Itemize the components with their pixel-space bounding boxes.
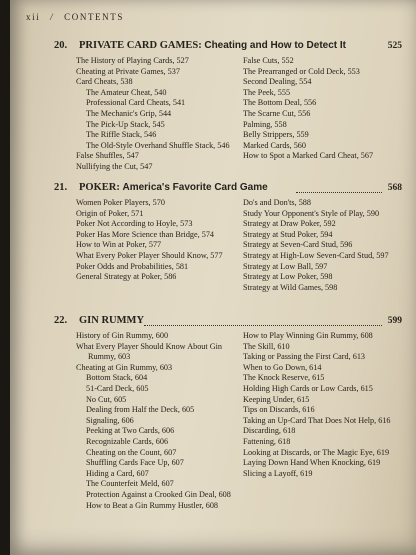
contents-entry: Dealing from Half the Deck, 605 bbox=[86, 405, 195, 415]
contents-entry: Strategy at Low Poker, 598 bbox=[243, 272, 333, 282]
contents-entry: Signaling, 606 bbox=[86, 415, 134, 425]
contents-entry: Poker Not According to Hoyle, 573 bbox=[76, 219, 193, 229]
contents-entry: Palming, 558 bbox=[243, 119, 287, 129]
contents-entry: Slicing a Layoff, 619 bbox=[243, 468, 313, 478]
contents-column-right bbox=[243, 331, 393, 479]
book-page bbox=[10, 0, 416, 555]
contents-entry: False Shuffles, 547 bbox=[76, 151, 139, 161]
contents-entry: When to Go Down, 614 bbox=[243, 362, 322, 372]
contents-entry: Second Dealing, 554 bbox=[243, 77, 312, 87]
chapter-page: 599 bbox=[387, 316, 402, 326]
contents-column-left bbox=[76, 331, 236, 511]
chapter-title bbox=[79, 182, 268, 193]
contents-entry: Nullifying the Cut, 547 bbox=[76, 161, 153, 171]
contents-entry: Strategy at High-Low Seven-Card Stud, 597 bbox=[243, 250, 389, 260]
contents-entry: Strategy at Low Ball, 597 bbox=[243, 261, 328, 271]
contents-entry: The Counterfeit Meld, 607 bbox=[86, 479, 174, 489]
chapter-title-sub: America's Favorite Card Game bbox=[122, 182, 268, 193]
contents-entry: Laying Down Hand When Knocking, 619 bbox=[243, 458, 381, 468]
contents-entry: Strategy at Draw Poker, 592 bbox=[243, 219, 336, 229]
contents-entry: Recognizable Cards, 606 bbox=[86, 436, 169, 446]
contents-entry: Strategy at Wild Games, 598 bbox=[243, 282, 338, 292]
contents-entry: Do's and Don'ts, 588 bbox=[243, 198, 311, 207]
chapter-number: 20. bbox=[54, 40, 68, 51]
contents-entry: Hiding a Card, 607 bbox=[86, 468, 149, 478]
page-number: xii bbox=[26, 12, 41, 22]
contents-entry: False Cuts, 552 bbox=[243, 56, 294, 65]
contents-entry: What Every Player Should Know About Gin Rummy, 603 bbox=[76, 341, 222, 362]
leader-rule bbox=[296, 192, 382, 193]
contents-entry: How to Win at Poker, 577 bbox=[76, 240, 162, 250]
contents-entry: How to Beat a Gin Rummy Hustler, 608 bbox=[86, 500, 219, 510]
contents-entry: History of Gin Rummy, 600 bbox=[76, 331, 169, 340]
chapter-number: 22. bbox=[54, 315, 68, 326]
chapter-title bbox=[79, 40, 346, 51]
contents-entry: The Knock Reserve, 615 bbox=[243, 373, 325, 383]
contents-entry: Cheating at Private Games, 537 bbox=[76, 66, 180, 76]
chapter-20 bbox=[10, 40, 416, 171]
chapter-page: 525 bbox=[387, 41, 402, 51]
chapter-21 bbox=[10, 182, 416, 292]
chapter-page: 568 bbox=[387, 183, 402, 193]
contents-entry: Women Poker Players, 570 bbox=[76, 198, 165, 207]
contents-column-left bbox=[76, 198, 236, 283]
contents-entry: The Peek, 555 bbox=[243, 87, 291, 97]
contents-entry: The Prearranged or Cold Deck, 553 bbox=[243, 66, 360, 76]
chapter-22 bbox=[10, 315, 416, 510]
contents-entry: The Old-Style Overhand Shuffle Stack, 546 bbox=[86, 140, 230, 150]
contents-entry: Poker Has More Science than Bridge, 574 bbox=[76, 229, 215, 239]
contents-entry: Cheating at Gin Rummy, 603 bbox=[76, 362, 173, 372]
contents-entry: Poker Odds and Probabilities, 581 bbox=[76, 261, 189, 271]
contents-column-right bbox=[243, 56, 393, 162]
contents-entry: Looking at Discards, or The Magic Eye, 619 bbox=[243, 447, 390, 457]
chapter-heading bbox=[10, 40, 416, 54]
contents-entry: Study Your Opponent's Style of Play, 590 bbox=[243, 208, 380, 218]
contents-entry: The Skill, 610 bbox=[243, 341, 290, 351]
contents-entry: The Riffle Stack, 546 bbox=[86, 130, 157, 140]
contents-entry: Belly Strippers, 559 bbox=[243, 130, 309, 140]
chapter-heading bbox=[10, 315, 416, 329]
contents-entry: Cheating on the Count, 607 bbox=[86, 447, 177, 457]
contents-entry: Strategy at Seven-Card Stud, 596 bbox=[243, 240, 353, 250]
running-head bbox=[26, 12, 124, 22]
running-head-label: CONTENTS bbox=[64, 12, 124, 22]
contents-entry: The Bottom Deal, 556 bbox=[243, 98, 317, 108]
contents-entry: Taking an Up-Card That Does Not Help, 616 bbox=[243, 415, 391, 425]
contents-entry: Marked Cards, 560 bbox=[243, 140, 306, 150]
contents-entry: Protection Against a Crooked Gin Deal, 608 bbox=[86, 489, 231, 499]
contents-entry: The Scarne Cut, 556 bbox=[243, 108, 311, 118]
contents-entry: Peeking at Two Cards, 606 bbox=[86, 426, 175, 436]
chapter-title-sub: Cheating and How to Detect It bbox=[204, 40, 347, 51]
chapter-title bbox=[79, 315, 144, 326]
contents-entry: 51-Card Deck, 605 bbox=[86, 383, 149, 393]
contents-entry: The Amateur Cheat, 540 bbox=[86, 87, 167, 97]
contents-entry: Origin of Poker, 571 bbox=[76, 208, 144, 218]
contents-entry: No Cut, 605 bbox=[86, 394, 127, 404]
contents-entry: How to Play Winning Gin Rummy, 608 bbox=[243, 331, 373, 340]
leader-rule bbox=[144, 325, 382, 326]
contents-entry: Card Cheats, 538 bbox=[76, 77, 133, 87]
contents-entry: Discarding, 618 bbox=[243, 426, 296, 436]
contents-entry: What Every Poker Player Should Know, 577 bbox=[76, 250, 223, 260]
chapter-title-main: PRIVATE CARD GAMES: bbox=[79, 40, 202, 51]
contents-column-right bbox=[243, 198, 393, 293]
contents-entry: Holding High Cards or Low Cards, 615 bbox=[243, 383, 373, 393]
contents-entry: Keeping Under, 615 bbox=[243, 394, 310, 404]
chapter-heading bbox=[10, 182, 416, 196]
contents-entry: Strategy at Stud Poker, 594 bbox=[243, 229, 333, 239]
contents-entry: The History of Playing Cards, 527 bbox=[76, 56, 189, 65]
contents-entry: How to Spot a Marked Card Cheat, 567 bbox=[243, 151, 374, 161]
contents-entry: Professional Card Cheats, 541 bbox=[86, 98, 186, 108]
running-head-separator: / bbox=[50, 12, 55, 22]
contents-column-left bbox=[76, 56, 236, 173]
contents-entry: Taking or Passing the First Card, 613 bbox=[243, 352, 366, 362]
contents-entry: Tips on Discards, 616 bbox=[243, 405, 315, 415]
contents-entry: Bottom Stack, 604 bbox=[86, 373, 148, 383]
contents-entry: Shuffling Cards Face Up, 607 bbox=[86, 458, 184, 468]
chapter-title-main: POKER: bbox=[79, 182, 120, 193]
contents-entry: Fattening, 618 bbox=[243, 436, 291, 446]
contents-entry: The Mechanic's Grip, 544 bbox=[86, 108, 172, 118]
chapter-number: 21. bbox=[54, 182, 68, 193]
contents-entry: General Strategy at Poker, 586 bbox=[76, 272, 177, 282]
chapter-title-main: GIN RUMMY bbox=[79, 315, 145, 326]
contents-entry: The Pick-Up Stack, 545 bbox=[86, 119, 165, 129]
